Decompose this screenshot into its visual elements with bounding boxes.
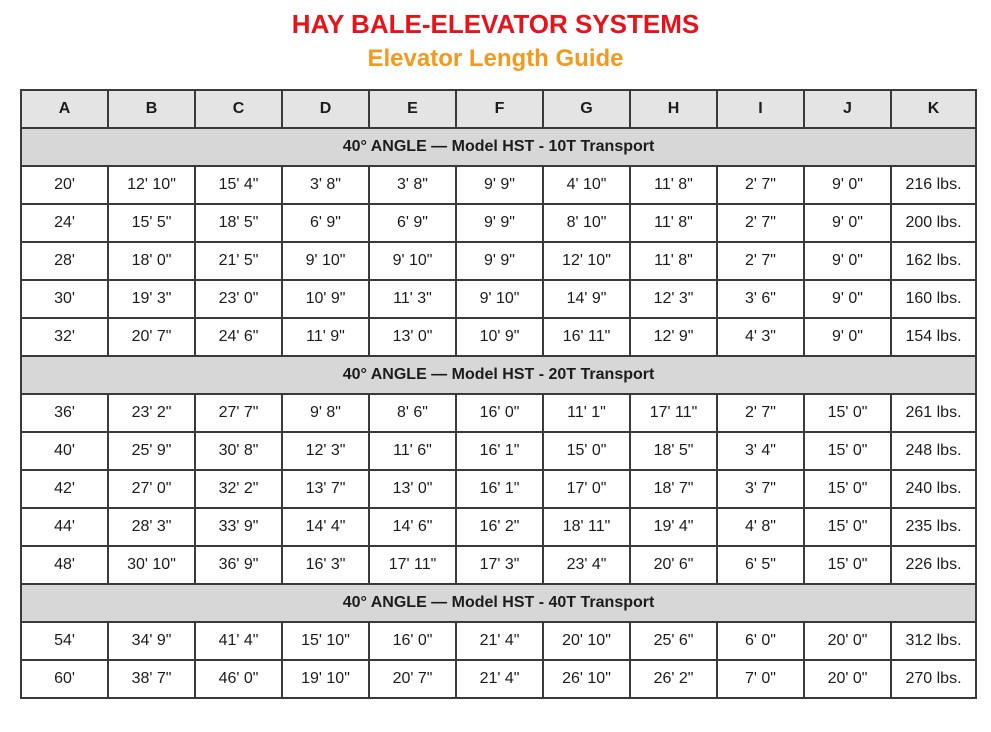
table-row bbox=[21, 394, 976, 432]
table-cell-d: 11' 9" bbox=[282, 318, 369, 356]
table-cell-d: 19' 10" bbox=[282, 660, 369, 698]
table-cell-c: 36' 9" bbox=[195, 546, 282, 584]
table-cell-h: 11' 8" bbox=[630, 242, 717, 280]
section-header-row bbox=[21, 128, 976, 166]
table-body bbox=[21, 128, 976, 698]
table-cell-f: 16' 2" bbox=[456, 508, 543, 546]
table-cell-a: 30' bbox=[21, 280, 108, 318]
table-cell-g: 18' 11" bbox=[543, 508, 630, 546]
table-cell-b: 28' 3" bbox=[108, 508, 195, 546]
table-cell-g: 4' 10" bbox=[543, 166, 630, 204]
table-row bbox=[21, 204, 976, 242]
table-cell-g: 14' 9" bbox=[543, 280, 630, 318]
table-cell-c: 33' 9" bbox=[195, 508, 282, 546]
elevator-length-table bbox=[20, 89, 977, 699]
table-cell-b: 27' 0" bbox=[108, 470, 195, 508]
table-cell-a: 20' bbox=[21, 166, 108, 204]
table-cell-k: 235 lbs. bbox=[891, 508, 976, 546]
table-cell-a: 32' bbox=[21, 318, 108, 356]
table-cell-d: 16' 3" bbox=[282, 546, 369, 584]
column-header-f: F bbox=[456, 90, 543, 128]
table-cell-b: 15' 5" bbox=[108, 204, 195, 242]
table-cell-a: 48' bbox=[21, 546, 108, 584]
table-cell-k: 216 lbs. bbox=[891, 166, 976, 204]
table-cell-c: 18' 5" bbox=[195, 204, 282, 242]
table-cell-k: 312 lbs. bbox=[891, 622, 976, 660]
table-cell-c: 32' 2" bbox=[195, 470, 282, 508]
table-cell-i: 7' 0" bbox=[717, 660, 804, 698]
table-cell-k: 240 lbs. bbox=[891, 470, 976, 508]
table-cell-j: 9' 0" bbox=[804, 280, 891, 318]
table-cell-d: 12' 3" bbox=[282, 432, 369, 470]
table-cell-f: 10' 9" bbox=[456, 318, 543, 356]
table-cell-j: 20' 0" bbox=[804, 660, 891, 698]
table-cell-e: 11' 6" bbox=[369, 432, 456, 470]
table-cell-f: 16' 1" bbox=[456, 432, 543, 470]
table-cell-i: 2' 7" bbox=[717, 242, 804, 280]
table-cell-c: 41' 4" bbox=[195, 622, 282, 660]
table-cell-b: 23' 2" bbox=[108, 394, 195, 432]
table-cell-f: 16' 1" bbox=[456, 470, 543, 508]
table-cell-d: 14' 4" bbox=[282, 508, 369, 546]
table-cell-h: 19' 4" bbox=[630, 508, 717, 546]
table-cell-i: 3' 4" bbox=[717, 432, 804, 470]
page-subtitle: Elevator Length Guide bbox=[367, 45, 624, 72]
table-cell-e: 16' 0" bbox=[369, 622, 456, 660]
table-cell-j: 9' 0" bbox=[804, 318, 891, 356]
table-cell-b: 30' 10" bbox=[108, 546, 195, 584]
table-cell-j: 9' 0" bbox=[804, 204, 891, 242]
table-cell-e: 13' 0" bbox=[369, 318, 456, 356]
table-cell-h: 17' 11" bbox=[630, 394, 717, 432]
column-header-a: A bbox=[21, 90, 108, 128]
table-cell-d: 9' 8" bbox=[282, 394, 369, 432]
table-cell-d: 10' 9" bbox=[282, 280, 369, 318]
table-cell-a: 42' bbox=[21, 470, 108, 508]
table-cell-f: 9' 9" bbox=[456, 204, 543, 242]
table-cell-g: 17' 0" bbox=[543, 470, 630, 508]
table-cell-g: 8' 10" bbox=[543, 204, 630, 242]
table-header bbox=[21, 90, 976, 128]
table-cell-c: 15' 4" bbox=[195, 166, 282, 204]
table-cell-e: 17' 11" bbox=[369, 546, 456, 584]
table-cell-i: 4' 8" bbox=[717, 508, 804, 546]
table-cell-h: 18' 7" bbox=[630, 470, 717, 508]
table-cell-e: 6' 9" bbox=[369, 204, 456, 242]
table-cell-h: 26' 2" bbox=[630, 660, 717, 698]
table-cell-f: 9' 9" bbox=[456, 166, 543, 204]
table-cell-b: 18' 0" bbox=[108, 242, 195, 280]
table-cell-h: 11' 8" bbox=[630, 166, 717, 204]
table-cell-j: 15' 0" bbox=[804, 394, 891, 432]
table-row bbox=[21, 508, 976, 546]
table-cell-c: 23' 0" bbox=[195, 280, 282, 318]
table-cell-h: 11' 8" bbox=[630, 204, 717, 242]
table-cell-d: 6' 9" bbox=[282, 204, 369, 242]
table-cell-c: 30' 8" bbox=[195, 432, 282, 470]
table-cell-g: 11' 1" bbox=[543, 394, 630, 432]
table-cell-j: 20' 0" bbox=[804, 622, 891, 660]
table-cell-e: 9' 10" bbox=[369, 242, 456, 280]
table-cell-f: 9' 10" bbox=[456, 280, 543, 318]
table-cell-g: 16' 11" bbox=[543, 318, 630, 356]
table-cell-b: 34' 9" bbox=[108, 622, 195, 660]
table-cell-d: 3' 8" bbox=[282, 166, 369, 204]
table-cell-k: 160 lbs. bbox=[891, 280, 976, 318]
column-header-i: I bbox=[717, 90, 804, 128]
table-cell-h: 25' 6" bbox=[630, 622, 717, 660]
table-cell-i: 2' 7" bbox=[717, 166, 804, 204]
table-cell-f: 21' 4" bbox=[456, 660, 543, 698]
table-cell-i: 3' 7" bbox=[717, 470, 804, 508]
table-cell-h: 20' 6" bbox=[630, 546, 717, 584]
table-cell-a: 28' bbox=[21, 242, 108, 280]
table-row bbox=[21, 432, 976, 470]
table-cell-e: 3' 8" bbox=[369, 166, 456, 204]
section-header-row bbox=[21, 584, 976, 622]
table-cell-f: 17' 3" bbox=[456, 546, 543, 584]
table-cell-k: 261 lbs. bbox=[891, 394, 976, 432]
table-cell-c: 24' 6" bbox=[195, 318, 282, 356]
table-cell-b: 20' 7" bbox=[108, 318, 195, 356]
table-cell-j: 15' 0" bbox=[804, 432, 891, 470]
table-cell-j: 15' 0" bbox=[804, 470, 891, 508]
column-header-e: E bbox=[369, 90, 456, 128]
table-row bbox=[21, 660, 976, 698]
table-cell-g: 15' 0" bbox=[543, 432, 630, 470]
table-cell-h: 18' 5" bbox=[630, 432, 717, 470]
column-header-b: B bbox=[108, 90, 195, 128]
table-cell-k: 226 lbs. bbox=[891, 546, 976, 584]
table-cell-d: 9' 10" bbox=[282, 242, 369, 280]
header-row bbox=[21, 90, 976, 128]
table-cell-g: 20' 10" bbox=[543, 622, 630, 660]
table-cell-b: 25' 9" bbox=[108, 432, 195, 470]
table-row bbox=[21, 242, 976, 280]
table-cell-a: 44' bbox=[21, 508, 108, 546]
table-cell-a: 40' bbox=[21, 432, 108, 470]
table-cell-e: 14' 6" bbox=[369, 508, 456, 546]
column-header-j: J bbox=[804, 90, 891, 128]
table-cell-f: 16' 0" bbox=[456, 394, 543, 432]
table-cell-k: 200 lbs. bbox=[891, 204, 976, 242]
table-cell-i: 3' 6" bbox=[717, 280, 804, 318]
table-row bbox=[21, 546, 976, 584]
column-header-d: D bbox=[282, 90, 369, 128]
table-cell-c: 46' 0" bbox=[195, 660, 282, 698]
column-header-c: C bbox=[195, 90, 282, 128]
table-cell-h: 12' 3" bbox=[630, 280, 717, 318]
section-label: 40° ANGLE — Model HST - 20T Transport bbox=[21, 356, 976, 394]
table-cell-d: 15' 10" bbox=[282, 622, 369, 660]
page-title: HAY BALE-ELEVATOR SYSTEMS bbox=[291, 9, 700, 39]
column-header-h: H bbox=[630, 90, 717, 128]
table-cell-e: 11' 3" bbox=[369, 280, 456, 318]
table-cell-i: 6' 5" bbox=[717, 546, 804, 584]
table-row bbox=[21, 318, 976, 356]
table-cell-e: 13' 0" bbox=[369, 470, 456, 508]
table-cell-k: 248 lbs. bbox=[891, 432, 976, 470]
table-cell-g: 12' 10" bbox=[543, 242, 630, 280]
table-cell-k: 270 lbs. bbox=[891, 660, 976, 698]
table-cell-a: 60' bbox=[21, 660, 108, 698]
table-cell-f: 21' 4" bbox=[456, 622, 543, 660]
table-cell-b: 38' 7" bbox=[108, 660, 195, 698]
table-cell-c: 21' 5" bbox=[195, 242, 282, 280]
table-cell-a: 36' bbox=[21, 394, 108, 432]
table-cell-f: 9' 9" bbox=[456, 242, 543, 280]
table-cell-j: 15' 0" bbox=[804, 508, 891, 546]
table-cell-j: 9' 0" bbox=[804, 166, 891, 204]
table-cell-a: 24' bbox=[21, 204, 108, 242]
column-header-k: K bbox=[891, 90, 976, 128]
table-cell-a: 54' bbox=[21, 622, 108, 660]
table-cell-k: 162 lbs. bbox=[891, 242, 976, 280]
section-header-row bbox=[21, 356, 976, 394]
table-cell-b: 12' 10" bbox=[108, 166, 195, 204]
table-cell-g: 26' 10" bbox=[543, 660, 630, 698]
table-cell-e: 8' 6" bbox=[369, 394, 456, 432]
table-row bbox=[21, 280, 976, 318]
table-cell-i: 2' 7" bbox=[717, 204, 804, 242]
table-cell-j: 9' 0" bbox=[804, 242, 891, 280]
section-label: 40° ANGLE — Model HST - 10T Transport bbox=[21, 128, 976, 166]
table-row bbox=[21, 166, 976, 204]
table-cell-c: 27' 7" bbox=[195, 394, 282, 432]
table-row bbox=[21, 470, 976, 508]
table-cell-e: 20' 7" bbox=[369, 660, 456, 698]
table-cell-h: 12' 9" bbox=[630, 318, 717, 356]
table-cell-b: 19' 3" bbox=[108, 280, 195, 318]
table-cell-i: 6' 0" bbox=[717, 622, 804, 660]
section-label: 40° ANGLE — Model HST - 40T Transport bbox=[21, 584, 976, 622]
table-cell-k: 154 lbs. bbox=[891, 318, 976, 356]
table-cell-d: 13' 7" bbox=[282, 470, 369, 508]
table-cell-i: 4' 3" bbox=[717, 318, 804, 356]
table-row bbox=[21, 622, 976, 660]
table-cell-j: 15' 0" bbox=[804, 546, 891, 584]
column-header-g: G bbox=[543, 90, 630, 128]
table-cell-i: 2' 7" bbox=[717, 394, 804, 432]
table-cell-g: 23' 4" bbox=[543, 546, 630, 584]
